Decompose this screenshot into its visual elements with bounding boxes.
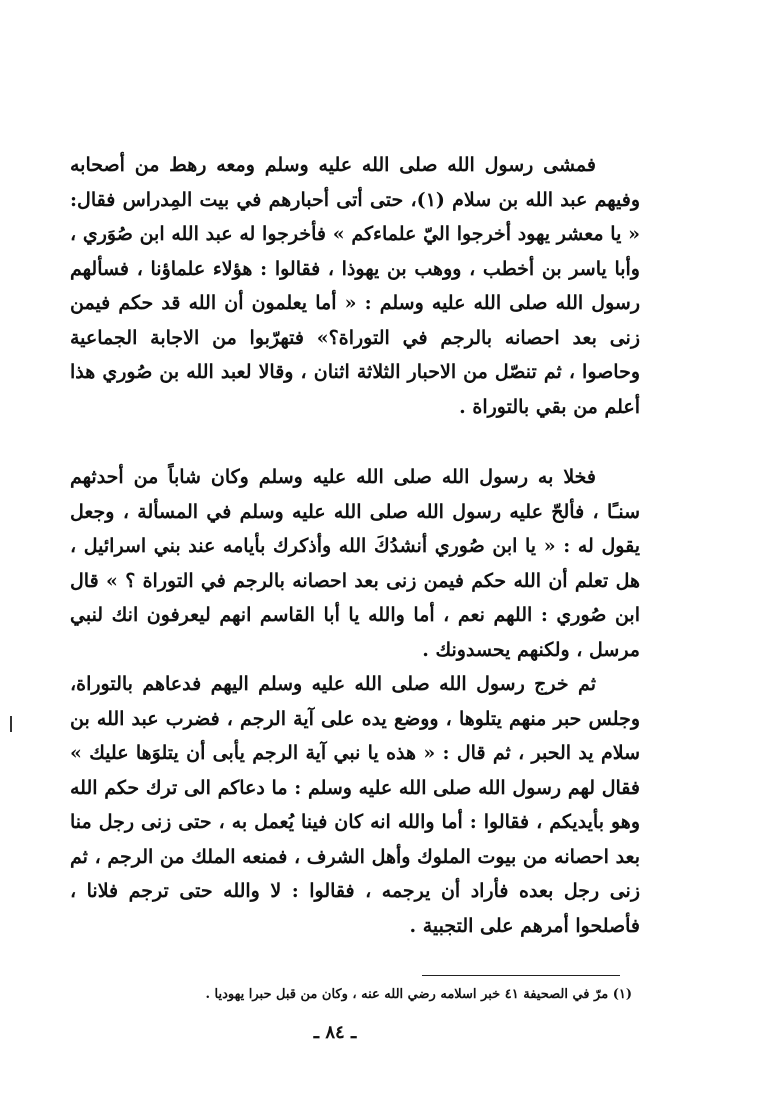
footnote-divider	[422, 975, 620, 976]
paragraph-text: فمشى رسول الله صلى الله عليه وسلم ومعه رهط من أصحابه وفيهم عبد الله بن سلام (١)، حتى أتى أحبارهم في بيت المِدراس فقال: « يا معشر يهود أخرجوا اليّ علماءكم » فأخرجوا له عبد الله ابن صُوَري ، وأبا ياسر بن أخطب ، ووهب بن يهوذا ، فقالوا : هؤلاء علماؤنا ، فسألهم رسول الله صلى الله عليه وسلم : « أما يعلمون أن الله قد حكم فيمن زنى بعد احصانه بالرجم في التوراة؟» فتهرّبوا من الاجابة الجماعية وحاصوا ، ثم تنصّل من الاحبار الثلاثة اثنان ، وقالا لعبد الله بن صُوري هذا أعلم من بقي بالتوراة .	[70, 154, 640, 418]
paragraph-3	[70, 667, 640, 943]
paragraph-text: ثم خرج رسول الله صلى الله عليه وسلم اليهم فدعاهم بالتوراة، وجلس حبر منهم يتلوها ، ووضع يده على آية الرجم ، فضرب عبد الله بن سلام يد الحبر ، ثم قال : « هذه يا نبي آية الرجم يأبى أن يتلوَها عليك » فقال لهم رسول الله صلى الله عليه وسلم : ما دعاكم الى ترك حكم الله وهو بأيديكم ، فقالوا : أما والله انه كان فينا يُعمل به ، حتى زنى رجل منا بعد احصانه من بيوت الملوك وأهل الشرف ، فمنعه الملك من الرجم ، ثم زنى رجل بعده فأراد أن يرجمه ، فقالوا : لا والله حتى ترجم فلانا ، فأصلحوا أمرهم على التجبية .	[70, 673, 640, 937]
page-number: ـ ٨٤ ـ	[313, 1022, 357, 1043]
footnote: (١) مرّ في الصحيفة ٤١ خبر اسلامه رضي الله عنه ، وكان من قبل حبرا يهوديا .	[205, 987, 632, 1002]
paragraph-1	[70, 148, 640, 424]
paragraph-text: فخلا به رسول الله صلى الله عليه وسلم وكان شاباً من أحدثهم سنـًا ، فألحّ عليه رسول الله صلى الله عليه وسلم في المسألة ، وجعل يقول له : « يا ابن صُوري أنشدُكَ الله وأذكرك بأيامه عند بني اسرائيل ، هل تعلم أن الله حكم فيمن زنى بعد احصانه بالرجم في التوراة ؟ » قال ابن صُوري : اللهم نعم ، أما والله يا أبا القاسم انهم ليعرفون انك لنبي مرسل ، ولكنهم يحسدونك .	[70, 466, 640, 661]
margin-mark	[10, 716, 12, 732]
paragraph-2	[70, 460, 640, 667]
